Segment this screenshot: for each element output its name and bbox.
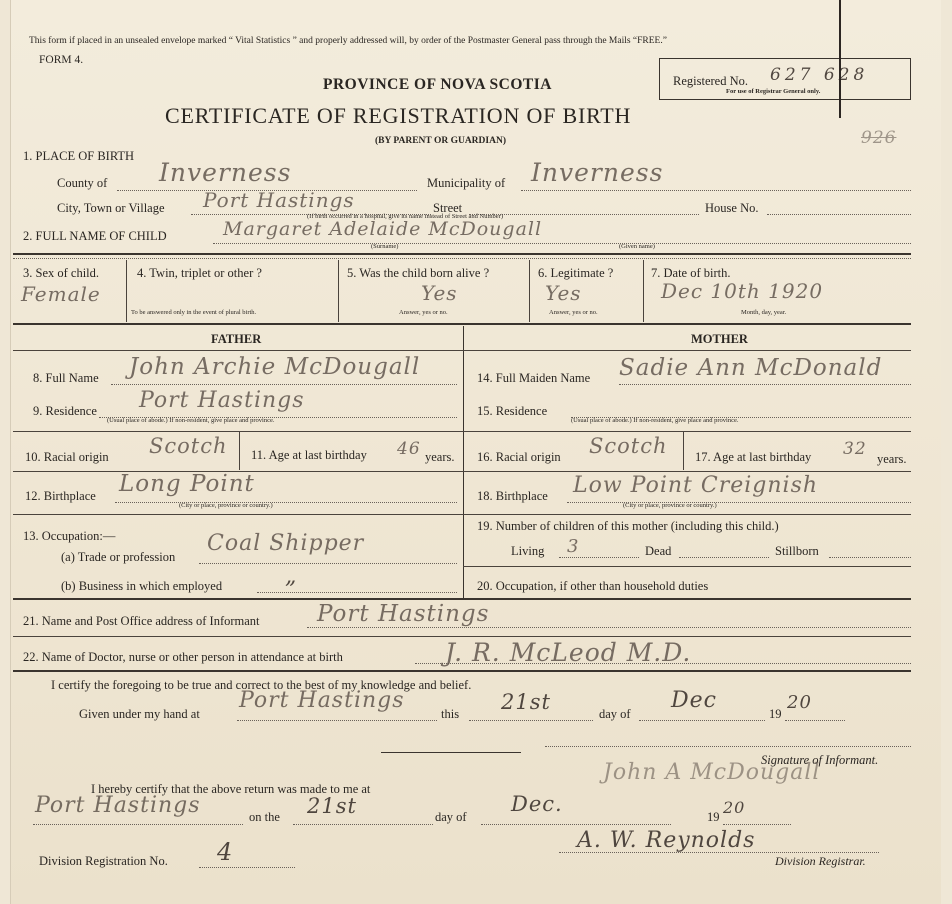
- rule-before-21: [13, 598, 911, 600]
- mother-racial-divider: [683, 432, 684, 470]
- mother-birthplace-value: Low Point Creignish: [573, 473, 819, 498]
- father-heading: FATHER: [211, 332, 262, 346]
- pen-stroke: [839, 0, 841, 118]
- division-registration-label: Division Registration No.: [39, 854, 168, 868]
- occupation-label: 13. Occupation:—: [23, 529, 116, 543]
- rule-after-22: [13, 670, 911, 672]
- date-of-birth-label: 7. Date of birth.: [651, 266, 731, 280]
- father-name-line: [111, 384, 457, 385]
- certificate-paper: [10, 0, 941, 904]
- divider-3-4: [126, 260, 127, 322]
- father-rule-3: [13, 514, 463, 515]
- street-label: Street: [433, 201, 463, 215]
- municipality-value: Inverness: [531, 158, 664, 187]
- father-years: years.: [425, 450, 455, 464]
- doctor-label: 22. Name of Doctor, nurse or other person in attendance at birth: [23, 650, 343, 664]
- given-day-line: [469, 720, 593, 721]
- registrar-statement: I hereby certify that the above return was made to me at: [91, 782, 371, 796]
- alive-value: Yes: [421, 281, 458, 305]
- given-place-line: [237, 720, 437, 721]
- certify-statement: I certify the foregoing to be true and correct to the best of my knowledge and belief.: [51, 678, 472, 692]
- mother-name-line: [619, 384, 911, 385]
- business-label: (b) Business in which employed: [61, 579, 223, 593]
- row3-bottom-rule: [13, 323, 911, 325]
- date-of-birth-value: Dec 10th 1920: [661, 279, 824, 303]
- informant-line: [307, 627, 911, 628]
- father-birthplace-line: [115, 502, 457, 503]
- father-name-label: 8. Full Name: [33, 371, 99, 385]
- living-line: [559, 557, 639, 558]
- living-label: Living: [511, 544, 545, 558]
- father-age-label: 11. Age at last birthday: [251, 448, 367, 462]
- house-no-label: House No.: [705, 201, 759, 215]
- mother-birthplace-note: (City or place, province or country.): [623, 502, 717, 509]
- business-value: „: [285, 564, 298, 589]
- registrar-day-line: [293, 824, 433, 825]
- father-racial-divider: [239, 432, 240, 470]
- child-name-label: 2. FULL NAME OF CHILD: [23, 229, 167, 243]
- informant-signature-label: Signature of Informant.: [761, 753, 879, 767]
- father-residence-label: 9. Residence: [33, 404, 97, 418]
- mother-residence-note: (Usual place of abode.) If non-resident, give place and province.: [571, 417, 739, 424]
- certificate-title: CERTIFICATE OF REGISTRATION OF BIRTH: [165, 103, 632, 128]
- certificate-subtitle: (BY PARENT OR GUARDIAN): [375, 136, 506, 146]
- alive-note: Answer, yes or no.: [399, 309, 448, 316]
- division-registrar-label: Division Registrar.: [775, 854, 866, 868]
- short-separator: [381, 752, 521, 753]
- city-value: Port Hastings: [203, 188, 355, 212]
- trade-value: Coal Shipper: [207, 531, 365, 556]
- given-month-line: [639, 720, 765, 721]
- this-label: this: [441, 707, 460, 721]
- sex-label: 3. Sex of child.: [23, 266, 100, 280]
- twin-note: To be answered only in the event of plural birth.: [131, 309, 257, 316]
- informant-value: Port Hastings: [317, 601, 490, 627]
- registrar-general-note: For use of Registrar General only.: [726, 88, 821, 95]
- mother-occupation-label: 20. Occupation, if other than household duties: [477, 579, 709, 593]
- divider-4-5: [338, 260, 339, 322]
- place-of-birth-label: 1. PLACE OF BIRTH: [23, 149, 135, 163]
- mother-name-label: 14. Full Maiden Name: [477, 371, 591, 385]
- row3-top-rule: [13, 253, 911, 255]
- house-no-line: [767, 214, 911, 215]
- stillborn-line: [829, 557, 911, 558]
- mother-age-value: 32: [843, 439, 867, 459]
- mother-birthplace-label: 18. Birthplace: [477, 489, 548, 503]
- municipality-label: Municipality of: [427, 176, 506, 190]
- mother-name-value: Sadie Ann McDonald: [619, 355, 883, 381]
- mail-notice: This form if placed in an unsealed envelope marked “ Vital Statistics ” and properly addressed will, by order of the Postmaster General pass through the Mails “FREE.”: [29, 36, 667, 46]
- divider-6-7: [643, 260, 644, 322]
- division-registration-line: [199, 867, 295, 868]
- stillborn-label: Stillborn: [775, 544, 819, 558]
- father-name-value: John Archie McDougall: [129, 354, 421, 380]
- registered-numbers: 627 628: [770, 65, 869, 85]
- street-line: [469, 214, 699, 215]
- business-line: [257, 592, 457, 593]
- divider-5-6: [529, 260, 530, 322]
- mother-rule-4: [463, 566, 911, 567]
- dead-label: Dead: [645, 544, 672, 558]
- mother-racial-label: 16. Racial origin: [477, 450, 561, 464]
- dead-line: [679, 557, 769, 558]
- mother-rule-1: [463, 431, 911, 432]
- registrar-place-line: [33, 824, 243, 825]
- legitimate-note: Answer, yes or no.: [549, 309, 598, 316]
- given-month-value: Dec: [671, 688, 717, 713]
- mother-rule-2: [463, 471, 911, 472]
- informant-label: 21. Name and Post Office address of Informant: [23, 614, 260, 628]
- given-year-value: 20: [787, 692, 812, 713]
- registrar-signature: A. W. Reynolds: [577, 828, 756, 853]
- headings-rule: [13, 350, 911, 351]
- rule-before-22: [13, 636, 911, 637]
- city-label: City, Town or Village: [57, 201, 165, 215]
- registrar-year-prefix: 19: [707, 810, 720, 824]
- registrar-year-line: [723, 824, 791, 825]
- sex-value: Female: [21, 282, 101, 306]
- alive-label: 5. Was the child born alive ?: [347, 266, 490, 280]
- mother-residence-label: 15. Residence: [477, 404, 548, 418]
- father-birthplace-label: 12. Birthplace: [25, 489, 96, 503]
- legitimate-value: Yes: [545, 281, 582, 305]
- registrar-day-value: 21st: [307, 794, 357, 818]
- county-value: Inverness: [159, 158, 292, 187]
- registrar-signature-line: [559, 852, 879, 853]
- father-rule-1: [13, 431, 463, 432]
- child-name-value: Margaret Adelaide McDougall: [223, 218, 543, 240]
- registered-label: Registered No.: [673, 74, 748, 88]
- mother-heading: MOTHER: [691, 332, 748, 346]
- mother-racial-value: Scotch: [589, 434, 668, 458]
- municipality-line: [521, 190, 911, 191]
- county-label: County of: [57, 176, 108, 190]
- registrar-month-value: Dec.: [511, 792, 563, 816]
- registrar-place-value: Port Hastings: [35, 793, 201, 818]
- father-birthplace-value: Long Point: [119, 471, 255, 497]
- row3-dotted-rule: [13, 258, 911, 259]
- given-day-value: 21st: [501, 690, 551, 714]
- day-of-label-2: day of: [435, 810, 467, 824]
- trade-label: (a) Trade or profession: [61, 550, 176, 564]
- given-label: Given under my hand at: [79, 707, 200, 721]
- informant-signature-line: [545, 746, 911, 747]
- child-name-line: [213, 243, 911, 244]
- given-year-line: [785, 720, 845, 721]
- registrar-month-line: [481, 824, 671, 825]
- informant-signature: John A McDougall: [603, 760, 821, 785]
- given-year-prefix: 19: [769, 707, 782, 721]
- mother-birthplace-line: [567, 502, 911, 503]
- given-name-note: (Given name): [619, 243, 655, 250]
- form-number: FORM 4.: [39, 54, 84, 66]
- day-of-label: day of: [599, 707, 631, 721]
- father-birthplace-note: (City or place, province or country.): [179, 502, 273, 509]
- registrar-year-value: 20: [723, 798, 746, 817]
- twin-label: 4. Twin, triplet or other ?: [137, 266, 262, 280]
- mother-age-label: 17. Age at last birthday: [695, 450, 812, 464]
- legitimate-label: 6. Legitimate ?: [538, 266, 614, 280]
- father-residence-note: (Usual place of abode.) If non-resident, give place and province.: [107, 417, 275, 424]
- father-residence-value: Port Hastings: [139, 388, 305, 413]
- date-of-birth-note: Month, day, year.: [741, 309, 787, 316]
- center-divider: [463, 326, 464, 598]
- living-value: 3: [567, 536, 580, 557]
- on-the-label: on the: [249, 810, 280, 824]
- surname-note: (Surname): [371, 243, 399, 250]
- registered-box: [659, 58, 911, 100]
- father-racial-label: 10. Racial origin: [25, 450, 109, 464]
- mother-rule-3: [463, 514, 911, 515]
- father-racial-value: Scotch: [149, 434, 228, 458]
- mother-years: years.: [877, 452, 907, 466]
- father-age-value: 46: [397, 439, 421, 459]
- given-place-value: Port Hastings: [239, 688, 405, 713]
- province-heading: PROVINCE OF NOVA SCOTIA: [323, 76, 552, 93]
- trade-line: [199, 563, 457, 564]
- children-label: 19. Number of children of this mother (including this child.): [477, 519, 779, 533]
- doctor-value: J. R. McLeod M.D.: [445, 638, 692, 667]
- division-registration-value: 4: [217, 838, 234, 866]
- struck-number: 926: [861, 128, 897, 148]
- hospital-note: (If birth occurred in a hospital, give its name instead of Street and Number): [307, 213, 504, 220]
